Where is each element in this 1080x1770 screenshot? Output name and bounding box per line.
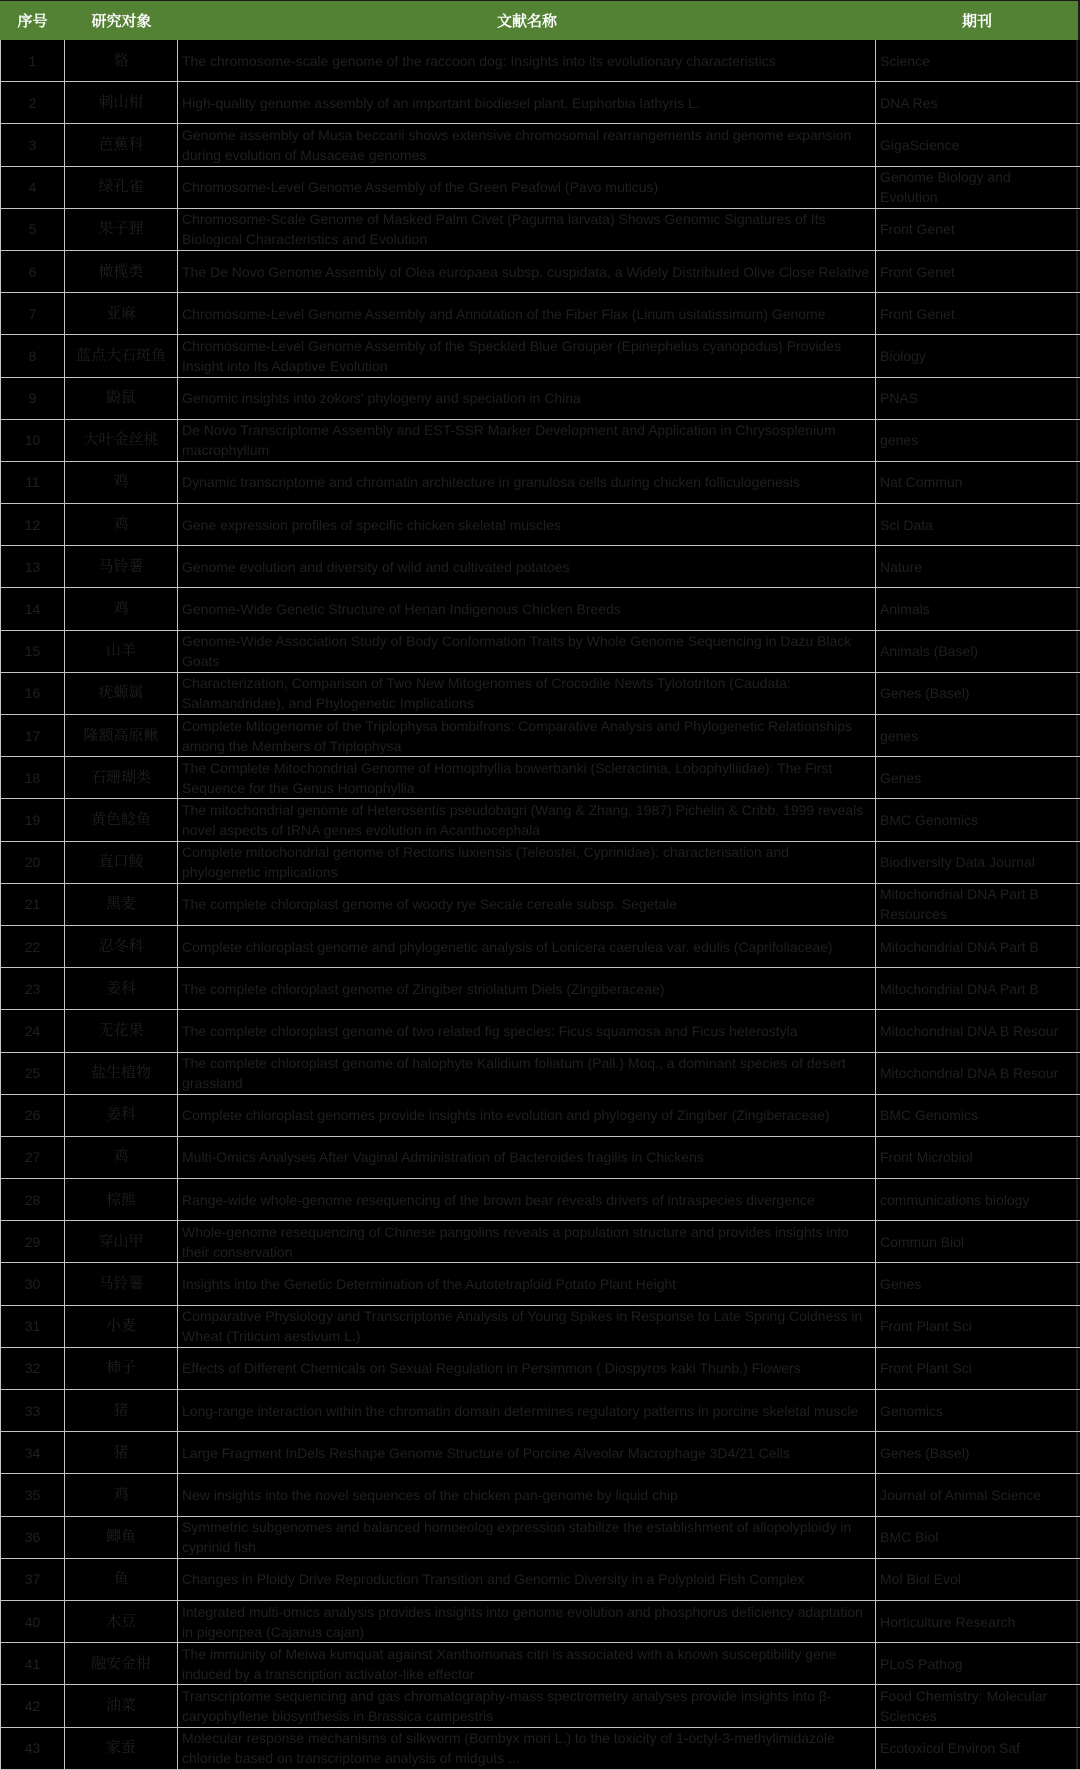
research-subject: 马铃薯 [65, 546, 178, 587]
paper-title: Chromosome-Level Genome Assembly of the Green Peafowl (Pavo muticus) [178, 167, 876, 208]
paper-title: De Novo Transcriptome Assembly and EST-SSR Marker Development and Application in Chrysosplenium macrophyllum [178, 420, 876, 461]
table-row [0, 1137, 1080, 1179]
research-subject: 鱼 [65, 1559, 178, 1600]
paper-title: Complete Mitogenome of the Triplophysa bombifrons: Comparative Analysis and Phylogenetic Relationships among the Members of Triplophysa [178, 715, 876, 756]
research-subject: 鸡 [65, 504, 178, 545]
paper-title: Effects of Different Chemicals on Sexual Regulation in Persimmon ( Diospyros kaki Thunb.) Flowers [178, 1348, 876, 1389]
row-number: 5 [0, 209, 65, 250]
table-row [0, 842, 1080, 884]
paper-title: Comparative Physiology and Transcriptome Analysis of Young Spikes in Response to Late Spring Coldness in Wheat (Triticum aestivum L.) [178, 1306, 876, 1347]
research-subject: 姜科 [65, 968, 178, 1009]
table-row [0, 251, 1080, 293]
row-number: 13 [0, 546, 65, 587]
research-subject: 绿孔雀 [65, 167, 178, 208]
row-number: 43 [0, 1728, 65, 1769]
row-number: 30 [0, 1263, 65, 1304]
research-subject: 猪 [65, 1432, 178, 1473]
paper-title: Characterization, Comparison of Two New Mitogenomes of Crocodile Newts Tylototriton (Caudata: Salamandridae), and Phylogenetic Implications [178, 673, 876, 714]
table-row [0, 378, 1080, 420]
journal-name: Food Chemistry: Molecular Sciences [876, 1685, 1078, 1726]
row-number: 9 [0, 378, 65, 419]
journal-name: DNA Res [876, 82, 1078, 123]
journal-name: Front Microbiol [876, 1137, 1078, 1178]
research-subject: 亚麻 [65, 293, 178, 334]
paper-title: Multi-Omics Analyses After Vaginal Administration of Bacteroides fragilis in Chickens [178, 1137, 876, 1178]
header-journal[interactable]: 期刊 [961, 13, 992, 30]
research-subject: 马铃薯 [65, 1263, 178, 1304]
paper-title: Molecular response mechanisms of silkworm (Bombyx mori L.) to the toxicity of 1-octyl-3-methylimidazole chloride based on transcriptome analysis of midguts ... [178, 1728, 876, 1769]
journal-name: Animals (Basel) [876, 631, 1078, 672]
journal-name: BMC Biol [876, 1517, 1078, 1558]
journal-name: Front Genet [876, 293, 1078, 334]
row-number: 22 [0, 926, 65, 967]
paper-title: Genome assembly of Musa beccarii shows extensive chromosomal rearrangements and genome expansion during evolution of Musaceae genomes [178, 124, 876, 165]
table-row [0, 673, 1080, 715]
journal-name: Genome Biology and Evolution [876, 167, 1078, 208]
research-subject: 小麦 [65, 1306, 178, 1347]
paper-title: Chromosome-Level Genome Assembly and Annotation of the Fiber Flax (Linum usitatissimum) Genome [178, 293, 876, 334]
paper-title: Dynamic transcriptome and chromatin architecture in granulosa cells during chicken folliculogenesis [178, 462, 876, 503]
journal-name: Biology [876, 335, 1078, 376]
research-subject: 山羊 [65, 631, 178, 672]
row-number: 19 [0, 799, 65, 840]
research-subject: 貉 [65, 40, 178, 81]
research-subject: 柿子 [65, 1348, 178, 1389]
header-number[interactable]: 序号 [17, 13, 48, 30]
row-number: 11 [0, 462, 65, 503]
table-row [0, 884, 1080, 926]
research-subject: 鲫鱼 [65, 1517, 178, 1558]
paper-title: The chromosome-scale genome of the raccoon dog: Insights into its evolutionary characteristics [178, 40, 876, 81]
journal-name: Front Plant Sci [876, 1348, 1078, 1389]
row-number: 28 [0, 1179, 65, 1220]
research-subject: 刺山柑 [65, 82, 178, 123]
research-subject: 大叶金丝桃 [65, 420, 178, 461]
research-subject: 隆额高原鳅 [65, 715, 178, 756]
paper-title: The mitochondrial genome of Heterosentis pseudobagri (Wang & Zhang, 1987) Pichelin & Cribb, 1999 reveals novel aspects of tRNA genes evolution in Acanthocephala [178, 799, 876, 840]
paper-title: Chromosome-Level Genome Assembly of the Speckled Blue Grouper (Epinephelus cyanopodus) Provides Insight into Its Adaptive Evolution [178, 335, 876, 376]
table-header [0, 0, 1080, 40]
table-row [0, 1601, 1080, 1643]
table-row [0, 167, 1080, 209]
table-row [0, 504, 1080, 546]
table-row [0, 1053, 1080, 1095]
journal-name: PLoS Pathog [876, 1643, 1078, 1684]
research-subject: 橄榄类 [65, 251, 178, 292]
paper-title: Range-wide whole-genome resequencing of the brown bear reveals drivers of intraspecies divergence [178, 1179, 876, 1220]
table-row [0, 715, 1080, 757]
table-row [0, 1306, 1080, 1348]
table-row [0, 1179, 1080, 1221]
journal-name: Genes [876, 757, 1078, 798]
journal-name: Animals [876, 588, 1078, 629]
row-number: 1 [0, 40, 65, 81]
paper-title: The complete chloroplast genome of two related fig species: Ficus squamosa and Ficus heterostyla [178, 1010, 876, 1051]
paper-title: Complete mitochondrial genome of Rectoris luxiensis (Teleostei, Cyprinidae): characterisation and phylogenetic implications [178, 842, 876, 883]
paper-title: Genome-Wide Genetic Structure of Henan Indigenous Chicken Breeds [178, 588, 876, 629]
research-subject: 鸡 [65, 1137, 178, 1178]
research-subject: 融安金柑 [65, 1643, 178, 1684]
research-subject: 芭蕉科 [65, 124, 178, 165]
row-number: 42 [0, 1685, 65, 1726]
research-subject: 鸡 [65, 588, 178, 629]
table-row [0, 293, 1080, 335]
research-subject: 穿山甲 [65, 1221, 178, 1262]
research-subject: 疣螈属 [65, 673, 178, 714]
paper-title: New insights into the novel sequences of the chicken pan-genome by liquid chip [178, 1474, 876, 1515]
table-row [0, 335, 1080, 377]
journal-name: Mitochondrial DNA Part B [876, 926, 1078, 967]
research-subject: 果子狸 [65, 209, 178, 250]
paper-title: Complete chloroplast genome and phylogenetic analysis of Lonicera caerulea var. edulis (Caprifoliaceae) [178, 926, 876, 967]
row-number: 14 [0, 588, 65, 629]
paper-title: Transcriptome sequencing and gas chromatography-mass spectrometry analyses provide insights into β-caryophyllene biosynthesis in Brassica campestris [178, 1685, 876, 1726]
journal-name: Mitochondrial DNA B Resour [876, 1053, 1078, 1094]
paper-title: The immunity of Meiwa kumquat against Xanthomonas citri is associated with a known susceptibility gene induced by a transcription activator-like effector [178, 1643, 876, 1684]
journal-name: Mitochondrial DNA B Resour [876, 1010, 1078, 1051]
journal-name: genes [876, 420, 1078, 461]
research-subject: 姜科 [65, 1095, 178, 1136]
paper-title: Symmetric subgenomes and balanced homoeolog expression stabilize the establishment of allopolyploidy in cyprinid fish [178, 1517, 876, 1558]
journal-name: Ecotoxicol Environ Saf [876, 1728, 1078, 1769]
table-row [0, 420, 1080, 462]
table-row [0, 799, 1080, 841]
row-number: 17 [0, 715, 65, 756]
row-number: 32 [0, 1348, 65, 1389]
paper-title: Genome evolution and diversity of wild and cultivated potatoes [178, 546, 876, 587]
table-row [0, 462, 1080, 504]
paper-title: The complete chloroplast genome of Zingiber striolatum Diels (Zingiberaceae) [178, 968, 876, 1009]
table-row [0, 631, 1080, 673]
paper-title: Chromosome-Scale Genome of Masked Palm Civet (Paguma larvata) Shows Genomic Signatures of Its Biological Characteristics and Evolution [178, 209, 876, 250]
table-row [0, 968, 1080, 1010]
research-subject: 直口鲮 [65, 842, 178, 883]
research-subject: 蓝点大石斑鱼 [65, 335, 178, 376]
journal-name: communications biology [876, 1179, 1078, 1220]
header-title[interactable]: 文献名称 [496, 13, 557, 30]
research-subject: 黑麦 [65, 884, 178, 925]
row-number: 40 [0, 1601, 65, 1642]
journal-name: GigaScience [876, 124, 1078, 165]
journal-name: Sci Data [876, 504, 1078, 545]
row-number: 18 [0, 757, 65, 798]
paper-title: The Complete Mitochondrial Genome of Homophyllia bowerbanki (Scleractinia, Lobophylliidae): The First Sequence for the Genus Homophyllia [178, 757, 876, 798]
research-subject: 鸡 [65, 462, 178, 503]
journal-name: BMC Genomics [876, 799, 1078, 840]
paper-title: The complete chloroplast genome of woody rye Secale cereale subsp. Segetale [178, 884, 876, 925]
paper-title: Insights into the Genetic Determination of the Autotetraploid Potato Plant Height [178, 1263, 876, 1304]
journal-name: Journal of Animal Science [876, 1474, 1078, 1515]
paper-title: Genomic insights into zokors' phylogeny and speciation in China [178, 378, 876, 419]
paper-title: Integrated multi-omics analysis provides insights into genome evolution and phosphorus deficiency adaptation in pigeonpea (Cajanus cajan) [178, 1601, 876, 1642]
journal-name: Genes (Basel) [876, 1432, 1078, 1473]
journal-name: Biodiversity Data Journal [876, 842, 1078, 883]
row-number: 41 [0, 1643, 65, 1684]
research-subject: 盐生植物 [65, 1053, 178, 1094]
row-number: 16 [0, 673, 65, 714]
row-number: 10 [0, 420, 65, 461]
row-number: 12 [0, 504, 65, 545]
table-row [0, 209, 1080, 251]
paper-title: Genome-Wide Association Study of Body Conformation Traits by Whole Genome Sequencing in Dazu Black Goats [178, 631, 876, 672]
row-number: 20 [0, 842, 65, 883]
table-row [0, 82, 1080, 124]
research-subject: 油菜 [65, 1685, 178, 1726]
row-number: 27 [0, 1137, 65, 1178]
research-subject: 石珊瑚类 [65, 757, 178, 798]
paper-title: High-quality genome assembly of an important biodiesel plant, Euphorbia lathyris L. [178, 82, 876, 123]
paper-title: The De Novo Genome Assembly of Olea europaea subsp. cuspidata, a Widely Distributed Olive Close Relative [178, 251, 876, 292]
table-row [0, 1643, 1080, 1685]
paper-title: Changes in Ploidy Drive Reproduction Transition and Genomic Diversity in a Polyploid Fish Complex [178, 1559, 876, 1600]
paper-title: Large Fragment InDels Reshape Genome Structure of Porcine Alveolar Macrophage 3D4/21 Cells [178, 1432, 876, 1473]
paper-title: The complete chloroplast genome of halophyte Kalidium foliatum (Pall.) Moq., a dominant species of desert grassland [178, 1053, 876, 1094]
table-row [0, 1390, 1080, 1432]
table-row [0, 1263, 1080, 1305]
row-number: 15 [0, 631, 65, 672]
research-subject: 木豆 [65, 1601, 178, 1642]
research-subject: 鼢鼠 [65, 378, 178, 419]
row-number: 26 [0, 1095, 65, 1136]
journal-name: Mitochondrial DNA Part B [876, 968, 1078, 1009]
paper-title: Whole-genome resequencing of Chinese pangolins reveals a population structure and provides insights into their conservation [178, 1221, 876, 1262]
paper-title: Long-range interaction within the chromatin domain determines regulatory patterns in porcine skeletal muscle [178, 1390, 876, 1431]
table-row [0, 40, 1080, 82]
journal-name: Front Genet [876, 209, 1078, 250]
row-number: 4 [0, 167, 65, 208]
row-number: 2 [0, 82, 65, 123]
journal-name: Mol Biol Evol [876, 1559, 1078, 1600]
row-number: 36 [0, 1517, 65, 1558]
row-number: 8 [0, 335, 65, 376]
research-subject: 家蚕 [65, 1728, 178, 1769]
table-row [0, 926, 1080, 968]
journal-name: Genomics [876, 1390, 1078, 1431]
research-subject: 无花果 [65, 1010, 178, 1051]
table-row [0, 1685, 1080, 1727]
row-number: 31 [0, 1306, 65, 1347]
table-row [0, 1348, 1080, 1390]
journal-name: Nature [876, 546, 1078, 587]
table-row [0, 1474, 1080, 1516]
table-row [0, 588, 1080, 630]
table-row [0, 1221, 1080, 1263]
row-number: 33 [0, 1390, 65, 1431]
research-subject: 忍冬科 [65, 926, 178, 967]
row-number: 7 [0, 293, 65, 334]
table-row [0, 1728, 1080, 1770]
research-subject: 黄色鲶鱼 [65, 799, 178, 840]
research-subject: 猪 [65, 1390, 178, 1431]
row-number: 6 [0, 251, 65, 292]
journal-name: genes [876, 715, 1078, 756]
journal-name: PNAS [876, 378, 1078, 419]
row-number: 21 [0, 884, 65, 925]
research-subject: 鸡 [65, 1474, 178, 1515]
table-row [0, 124, 1080, 166]
table-row [0, 1095, 1080, 1137]
row-number: 29 [0, 1221, 65, 1262]
table-row [0, 757, 1080, 799]
row-number: 3 [0, 124, 65, 165]
row-number: 35 [0, 1474, 65, 1515]
table-row [0, 1432, 1080, 1474]
row-number: 23 [0, 968, 65, 1009]
journal-name: Front Plant Sci [876, 1306, 1078, 1347]
paper-title: Gene expression profiles of specific chicken skeletal muscles [178, 504, 876, 545]
table-row [0, 1517, 1080, 1559]
journal-name: Nat Commun [876, 462, 1078, 503]
journal-name: Mitochondrial DNA Part B Resources [876, 884, 1078, 925]
journal-name: Commun Biol [876, 1221, 1078, 1262]
journal-name: Horticulture Research [876, 1601, 1078, 1642]
row-number: 37 [0, 1559, 65, 1600]
table-row [0, 546, 1080, 588]
journal-name: Front Genet [876, 251, 1078, 292]
journal-name: BMC Genomics [876, 1095, 1078, 1136]
header-subject[interactable]: 研究对象 [91, 13, 152, 30]
journal-name: Genes (Basel) [876, 673, 1078, 714]
row-number: 25 [0, 1053, 65, 1094]
journal-name: Genes [876, 1263, 1078, 1304]
row-number: 24 [0, 1010, 65, 1051]
table-row [0, 1559, 1080, 1601]
row-number: 34 [0, 1432, 65, 1473]
paper-title: Complete chloroplast genomes provide insights into evolution and phylogeny of Zingiber (Zingiberaceae) [178, 1095, 876, 1136]
journal-name: Science [876, 40, 1078, 81]
table-row [0, 1010, 1080, 1052]
research-subject: 棕熊 [65, 1179, 178, 1220]
